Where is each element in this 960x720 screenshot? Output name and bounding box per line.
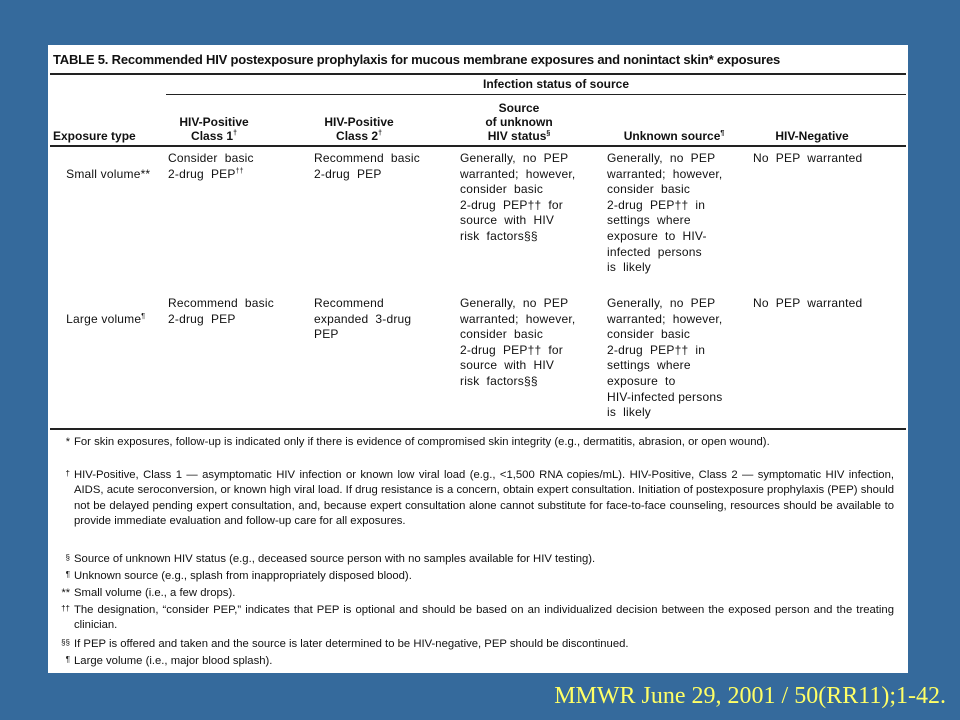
citation: MMWR June 29, 2001 / 50(RR11);1-42. <box>554 683 946 709</box>
table-row: Large volume¶ <box>66 311 146 326</box>
table-cell: Generally, no PEP warranted; however, consider basic 2-drug PEP†† in settings where exposure to HIV-infected persons is likely <box>607 296 723 420</box>
row-exposure-type: Large volume <box>66 311 142 326</box>
header-rule <box>50 145 906 147</box>
table-cell: Generally, no PEP warranted; however, consider basic 2-drug PEP†† for source with HIV risk factors§§ <box>460 296 576 388</box>
group-header: Infection status of source <box>482 77 630 91</box>
footnote: §§ If PEP is offered and taken and the source is later determined to be HIV-negative, PEP should be discontinued. <box>61 638 629 650</box>
table-cell: Consider basic 2-drug PEP†† <box>168 151 254 181</box>
table-cell: Recommend basic 2-drug PEP <box>168 296 274 326</box>
col-header-unknown-status: Source of unknown HIV status§ <box>485 101 553 143</box>
table-bottom-rule <box>50 428 906 430</box>
table-sheet: TABLE 5. Recommended HIV postexposure prophylaxis for mucous membrane exposures and nonintact skin* exposures Infection status of source Exposure type HIV-Positive Class 1† HIV-Positive Class 2† Source of unknown HIV status§ Unknown source¶ HIV-Negative Small volume** Consider basic 2-drug PEP†† Recommend basic 2-drug PEP Generally, no PEP warranted; however, consider basic 2-drug PEP†† for source with HIV risk factors§§ Generally, no PEP warranted; however, consider basic 2-drug PEP†† in settings where exposure to HIV- infected persons is likely No PEP warranted Large volume¶ Recommend basic 2-drug PEP Recommend expanded 3-drug PEP Generally, no PEP warranted; however, consider basic 2-drug PEP†† for source with HIV risk factors§§ Generally, no PEP warranted; however, consider basic 2-drug PEP†† in settings where exposure to HIV-infected persons is likely No PEP warranted * For skin exposures, follow-up is indicated only if there is evidence of compromised skin integrity (e.g., dermatitis, abrasion, or open wound). † HIV-Positive, Class 1 — asymptomatic HIV infection or known low viral load (e.g., <1,500 RNA copies/mL). HIV-Positive, Class 2 — symptomatic HIV infection, AIDS, acute seroconversion, or known high viral load. If drug resistance is a concern, obtain expert consultation. Initiation of postexposure prophylaxis (PEP) should not be delayed pending expert consultation, and, because expert consultation alone cannot substitute for face-to-face counseling, resources should be available to provide immediate evaluation and follow-up care for all exposures. § Source of unknown HIV status (e.g., deceased source person with no samples available for HIV testing). ¶ Unknown source (e.g., splash from inappropriately disposed blood). ** Small volume (i.e., a few drops). †† The designation, “consider PEP,” indicates that PEP is optional and should be based on an individualized decision between the exposed person and the treating clinician. §§ If PEP is offered and taken and the source is later determined to be HIV-negative, PEP should be discontinued. ¶ Large volume (i.e., major blood splash). <box>48 45 908 673</box>
table-cell: Recommend expanded 3-drug PEP <box>314 296 412 342</box>
footnote: ¶ Large volume (i.e., major blood splash). <box>65 655 273 667</box>
table-cell: Generally, no PEP warranted; however, consider basic 2-drug PEP†† for source with HIV risk factors§§ <box>460 151 576 243</box>
table-cell: No PEP warranted <box>753 151 863 165</box>
table-cell: Recommend basic 2-drug PEP <box>314 151 420 181</box>
footnote: † HIV-Positive, Class 1 — asymptomatic HIV infection or known low viral load (e.g., <1,500 RNA copies/mL). HIV-Positive, Class 2 — symptomatic HIV infection, AIDS, acute seroconversion, or known high viral load. If drug resistance is a concern, obtain expert consultation. Initiation of postexposure prophylaxis (PEP) should not be delayed pending expert consultation, and, because expert consultation alone cannot substitute for face-to-face counseling, resources should be available to provide immediate evaluation and follow-up care for all exposures. <box>65 469 894 528</box>
footnote: ¶ Unknown source (e.g., splash from inappropriately disposed blood). <box>65 570 412 582</box>
group-header-rule <box>166 94 906 95</box>
row-exposure-type: Small volume** <box>66 166 151 181</box>
table-title: TABLE 5. Recommended HIV postexposure prophylaxis for mucous membrane exposures and nonintact skin* exposures <box>53 52 781 67</box>
footnote: § Source of unknown HIV status (e.g., deceased source person with no samples available for HIV testing). <box>65 553 596 565</box>
title-rule <box>50 73 906 75</box>
table-cell: No PEP warranted <box>753 296 863 310</box>
table-cell: Generally, no PEP warranted; however, consider basic 2-drug PEP†† in settings where exposure to HIV- infected persons is likely <box>607 151 723 275</box>
footnote: †† The designation, “consider PEP,” indicates that PEP is optional and should be based on an individualized decision between the exposed person and the treating clinician. <box>61 604 894 632</box>
table-row <box>52 151 150 198</box>
footnote: * For skin exposures, follow-up is indicated only if there is evidence of compromised skin integrity (e.g., dermatitis, abrasion, or open wound). <box>65 436 770 448</box>
footnote: ** Small volume (i.e., a few drops). <box>61 587 236 599</box>
